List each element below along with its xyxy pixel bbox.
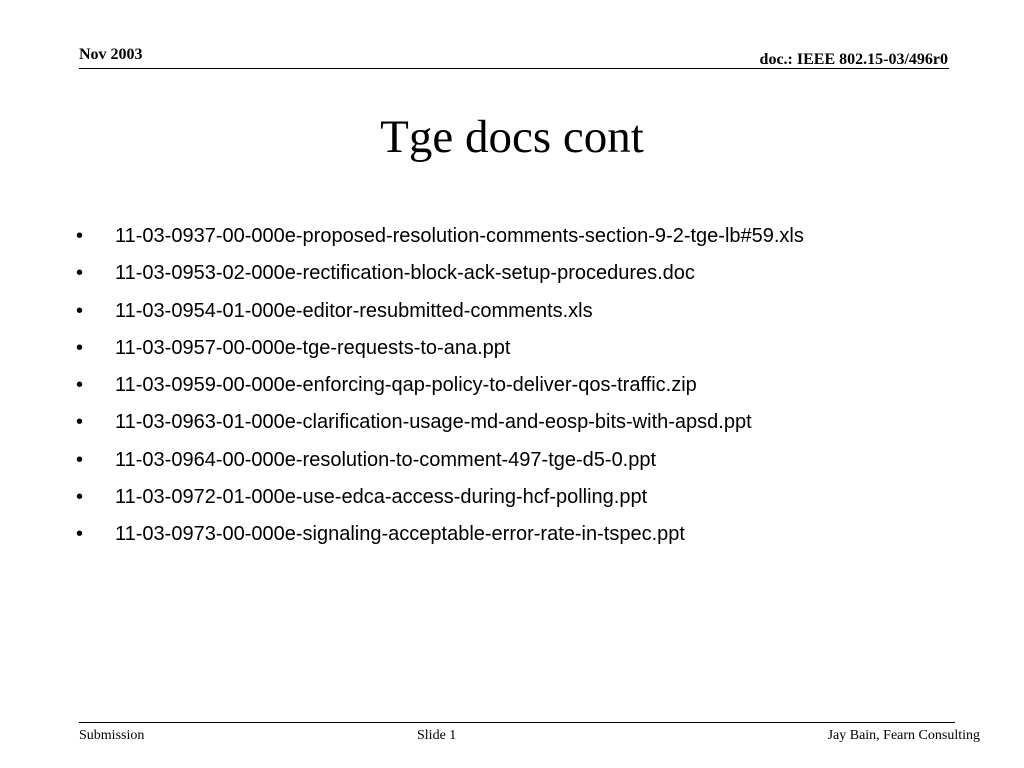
footer-submission: Submission xyxy=(79,728,145,743)
list-item xyxy=(0,371,1024,408)
footer-author: Jay Bain, Fearn Consulting xyxy=(827,728,980,743)
list-item-text: 11-03-0959-00-000e-enforcing-qap-policy-to-deliver-qos-traffic.zip xyxy=(115,374,697,397)
bullet-icon: • xyxy=(76,225,84,247)
list-item-text: 11-03-0963-01-000e-clarification-usage-md-and-eosp-bits-with-apsd.ppt xyxy=(115,411,752,434)
list-item-text: 11-03-0957-00-000e-tge-requests-to-ana.ppt xyxy=(115,336,511,359)
list-item xyxy=(0,483,1024,520)
header-date: Nov 2003 xyxy=(79,46,143,63)
bullet-icon: • xyxy=(76,262,84,285)
bullet-icon: • xyxy=(76,336,84,359)
list-item-text: 11-03-0937-00-000e-proposed-resolution-comments-section-9-2-tge-lb#59.xls xyxy=(115,225,804,247)
bullet-icon: • xyxy=(76,448,84,471)
list-item-text: 11-03-0954-01-000e-editor-resubmitted-comments.xls xyxy=(115,299,593,322)
list-item-text: 11-03-0972-01-000e-use-edca-access-during-hcf-polling.ppt xyxy=(115,486,648,509)
list-item xyxy=(0,297,1024,334)
bullet-icon: • xyxy=(76,523,84,546)
list-item-text: 11-03-0953-02-000e-rectification-block-ack-setup-procedures.doc xyxy=(115,262,695,285)
list-item xyxy=(0,222,1024,259)
bullet-icon: • xyxy=(76,299,84,322)
list-item xyxy=(0,520,1024,557)
bullet-icon: • xyxy=(76,486,84,509)
list-item xyxy=(0,408,1024,445)
list-item xyxy=(0,446,1024,483)
list-item xyxy=(0,334,1024,371)
list-item xyxy=(0,259,1024,296)
bullet-icon: • xyxy=(76,411,84,434)
slide-title: Tge docs cont xyxy=(380,111,644,163)
footer-divider xyxy=(79,722,955,723)
header-doc-id: doc.: IEEE 802.15-03/496r0 xyxy=(759,51,948,68)
footer-slide-number: Slide 1 xyxy=(417,728,457,743)
bullet-icon: • xyxy=(76,374,84,397)
list-item-text: 11-03-0964-00-000e-resolution-to-comment-497-tge-d5-0.ppt xyxy=(115,448,657,471)
list-item-text: 11-03-0973-00-000e-signaling-acceptable-error-rate-in-tspec.ppt xyxy=(115,523,685,546)
header-divider xyxy=(79,68,949,69)
document-list xyxy=(0,222,1024,558)
